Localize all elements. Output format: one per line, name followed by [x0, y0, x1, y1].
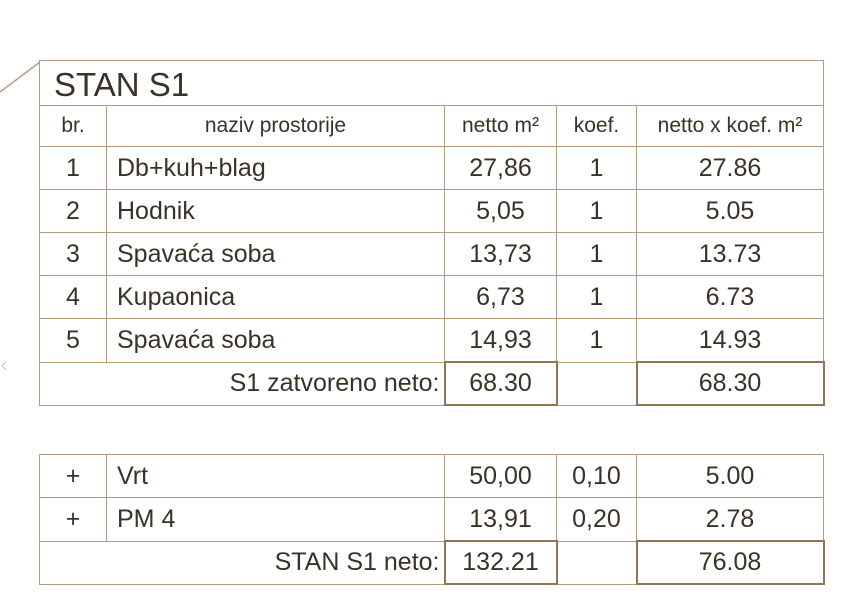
- sum-netto: 68.30: [445, 362, 557, 405]
- header-total: netto x koef. m²: [637, 106, 824, 147]
- row-sign: +: [40, 498, 107, 542]
- sum-empty-cell: [557, 541, 637, 584]
- extra-area-table: [39, 454, 825, 585]
- room-area-table: [39, 60, 825, 406]
- sum-total: 76.08: [637, 541, 824, 584]
- netto-value: 13,73: [445, 233, 557, 276]
- sum-total: 68.30: [637, 362, 824, 405]
- sum-empty-cell: [557, 362, 637, 405]
- total-value: 14.93: [637, 319, 824, 363]
- room-name: Spavaća soba: [107, 233, 445, 276]
- koef-value: 1: [557, 276, 637, 319]
- room-name: Spavaća soba: [107, 319, 445, 363]
- table-row: [40, 276, 824, 319]
- table-row: [40, 233, 824, 276]
- koef-value: 1: [557, 190, 637, 233]
- table-title: STAN S1: [40, 61, 824, 106]
- sum-label: STAN S1 neto:: [40, 541, 445, 584]
- koef-value: 1: [557, 233, 637, 276]
- koef-value: 0,10: [557, 455, 637, 498]
- total-value: 5.00: [637, 455, 824, 498]
- room-name: Db+kuh+blag: [107, 147, 445, 190]
- area-name: Vrt: [107, 455, 445, 498]
- room-name: Hodnik: [107, 190, 445, 233]
- row-number: 4: [40, 276, 107, 319]
- sum-row: [40, 541, 824, 584]
- header-row: [40, 106, 824, 147]
- row-number: 5: [40, 319, 107, 363]
- sum-netto: 132.21: [445, 541, 557, 584]
- total-value: 13.73: [637, 233, 824, 276]
- row-number: 2: [40, 190, 107, 233]
- koef-value: 1: [557, 319, 637, 363]
- sum-label: S1 zatvoreno neto:: [40, 362, 445, 405]
- netto-value: 13,91: [445, 498, 557, 542]
- row-sign: +: [40, 455, 107, 498]
- sum-row: [40, 362, 824, 405]
- table-row: [40, 319, 824, 363]
- header-koef: koef.: [557, 106, 637, 147]
- netto-value: 27,86: [445, 147, 557, 190]
- header-name: naziv prostorije: [107, 106, 445, 147]
- table-row: [40, 190, 824, 233]
- header-netto: netto m²: [445, 106, 557, 147]
- total-value: 5.05: [637, 190, 824, 233]
- area-name: PM 4: [107, 498, 445, 542]
- koef-value: 0,20: [557, 498, 637, 542]
- room-name: Kupaonica: [107, 276, 445, 319]
- netto-value: 50,00: [445, 455, 557, 498]
- row-number: 1: [40, 147, 107, 190]
- netto-value: 5,05: [445, 190, 557, 233]
- netto-value: 6,73: [445, 276, 557, 319]
- total-value: 27.86: [637, 147, 824, 190]
- total-value: 2.78: [637, 498, 824, 542]
- table-row: [40, 498, 824, 542]
- netto-value: 14,93: [445, 319, 557, 363]
- koef-value: 1: [557, 147, 637, 190]
- table-row: [40, 455, 824, 498]
- total-value: 6.73: [637, 276, 824, 319]
- header-br: br.: [40, 106, 107, 147]
- table-row: [40, 147, 824, 190]
- row-number: 3: [40, 233, 107, 276]
